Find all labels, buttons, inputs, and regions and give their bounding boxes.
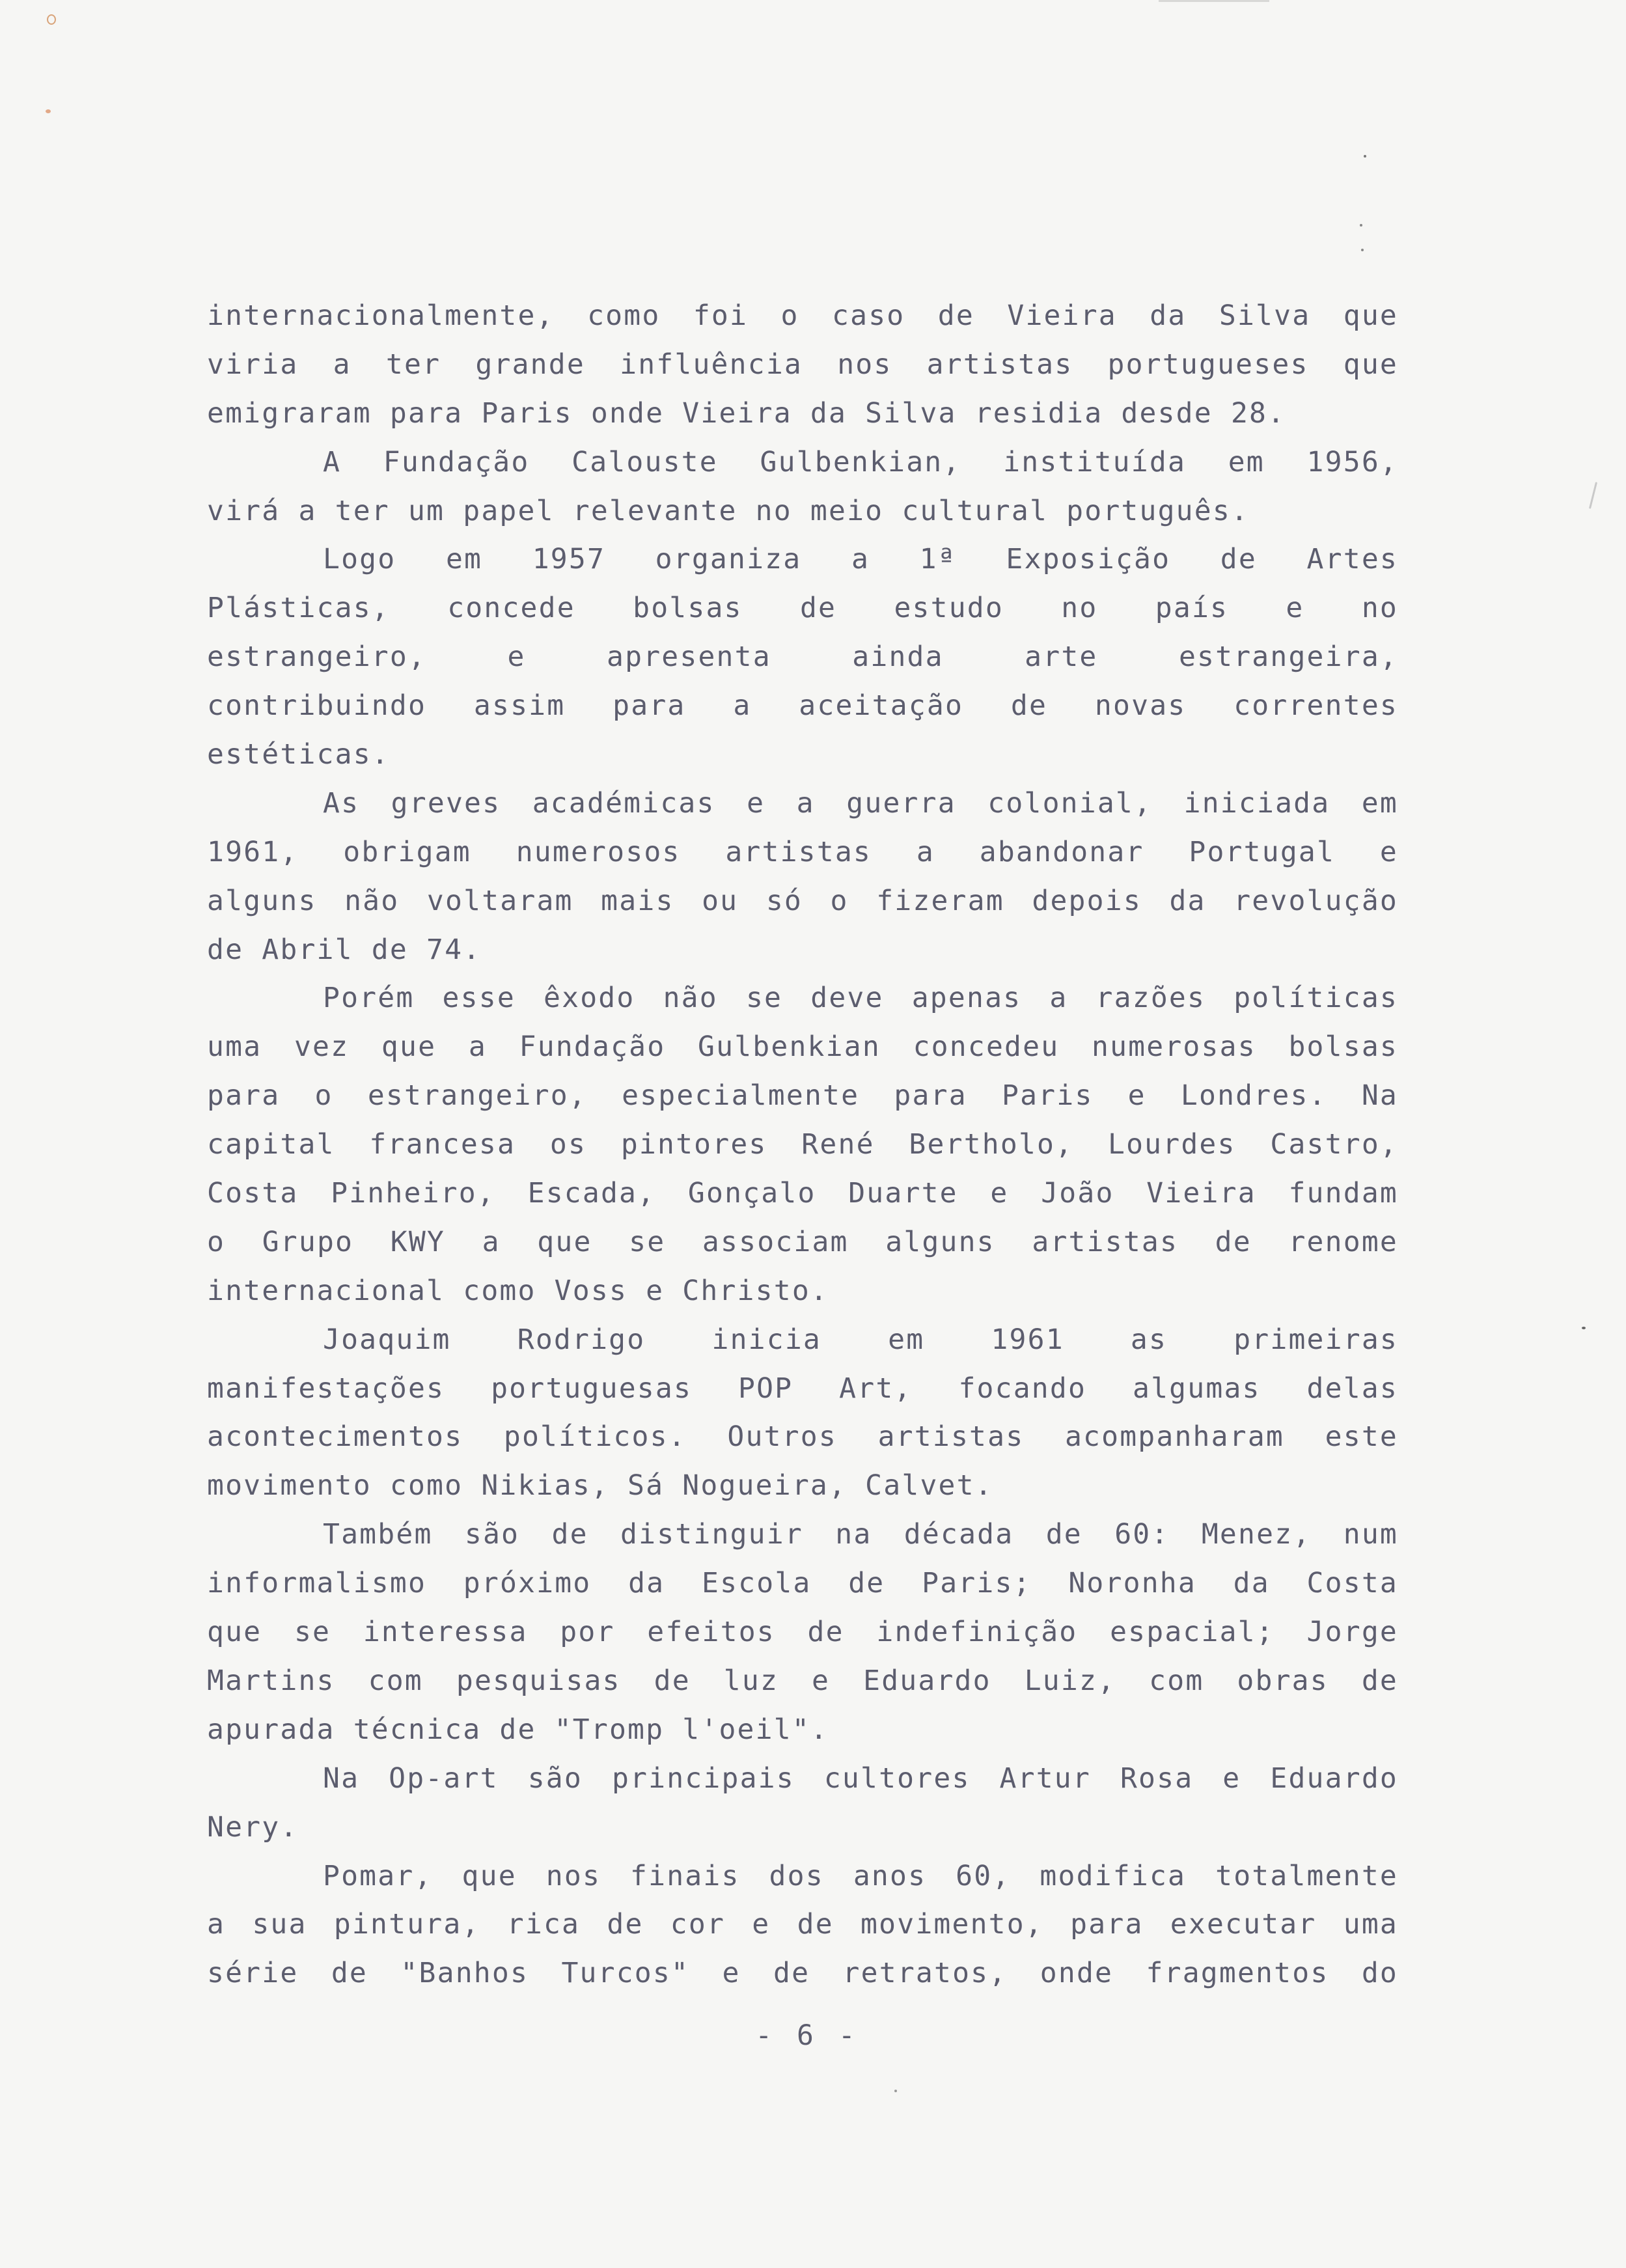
text-line: Joaquim Rodrigo inicia em 1961 as primeiras: [323, 1323, 1398, 1356]
scan-speck: [1361, 249, 1364, 251]
scan-edge-mark: [1159, 0, 1269, 2]
text-line: manifestações portuguesas POP Art, focando algumas delas: [207, 1372, 1398, 1405]
scan-speck: [1360, 224, 1362, 227]
text-line: Também são de distinguir na década de 60: Menez, num: [323, 1518, 1398, 1551]
scan-speck: [46, 109, 51, 113]
text-line: viria a ter grande influência nos artistas portugueses que: [207, 348, 1398, 381]
text-line: internacional como Voss e Christo.: [207, 1274, 829, 1307]
text-line: Costa Pinheiro, Escada, Gonçalo Duarte e João Vieira fundam: [207, 1177, 1398, 1210]
scan-speck: [47, 14, 56, 25]
text-line: uma vez que a Fundação Gulbenkian concedeu numerosas bolsas: [207, 1030, 1398, 1064]
text-line: Plásticas, concede bolsas de estudo no país e no: [207, 592, 1398, 625]
text-line: série de "Banhos Turcos" e de retratos, onde fragmentos do: [207, 1957, 1398, 1990]
text-line: acontecimentos políticos. Outros artistas acompanharam este: [207, 1420, 1398, 1454]
text-line: alguns não voltaram mais ou só o fizeram depois da revolução: [207, 884, 1398, 917]
text-line: Porém esse êxodo não se deve apenas a razões políticas: [323, 982, 1398, 1015]
text-line: apurada técnica de "Tromp l'oeil".: [207, 1713, 829, 1746]
scan-speck: [1589, 482, 1597, 508]
text-line: estrangeiro, e apresenta ainda arte estrangeira,: [207, 641, 1398, 674]
text-line: capital francesa os pintores René Bertholo, Lourdes Castro,: [207, 1128, 1398, 1161]
text-line: estéticas.: [207, 738, 390, 771]
text-line: Na Op-art são principais cultores Artur Rosa e Eduardo: [323, 1762, 1398, 1795]
text-line: a sua pintura, rica de cor e de movimento, para executar uma: [207, 1908, 1398, 1941]
text-line: As greves académicas e a guerra colonial, iniciada em: [323, 786, 1398, 820]
text-line: 1961, obrigam numerosos artistas a abandonar Portugal e: [207, 835, 1398, 868]
text-line: Pomar, que nos finais dos anos 60, modifica totalmente: [323, 1859, 1398, 1892]
text-line: contribuindo assim para a aceitação de novas correntes: [207, 689, 1398, 723]
scan-speck: [1364, 155, 1366, 158]
text-line: para o estrangeiro, especialmente para Paris e Londres. Na: [207, 1079, 1398, 1113]
text-line: movimento como Nikias, Sá Nogueira, Calvet.: [207, 1469, 993, 1502]
page-number: - 6 -: [755, 2019, 859, 2052]
text-line: Logo em 1957 organiza a 1ª Exposição de Artes: [323, 543, 1398, 576]
body-text: [207, 292, 1398, 1998]
scan-speck: [894, 2090, 897, 2092]
scan-speck: [1582, 1327, 1586, 1329]
text-line: emigraram para Paris onde Vieira da Silva residia desde 28.: [207, 396, 1286, 430]
text-line: Martins com pesquisas de luz e Eduardo Luiz, com obras de: [207, 1664, 1398, 1697]
text-line: Nery.: [207, 1810, 299, 1844]
text-line: internacionalmente, como foi o caso de Vieira da Silva que: [207, 299, 1398, 332]
text-line: de Abril de 74.: [207, 933, 482, 966]
text-line: o Grupo KWY a que se associam alguns artistas de renome: [207, 1225, 1398, 1258]
text-line: que se interessa por efeitos de indefinição espacial; Jorge: [207, 1616, 1398, 1649]
text-line: informalismo próximo da Escola de Paris; Noronha da Costa: [207, 1567, 1398, 1600]
text-line: virá a ter um papel relevante no meio cultural português.: [207, 494, 1250, 527]
text-line: A Fundação Calouste Gulbenkian, instituída em 1956,: [323, 445, 1398, 478]
